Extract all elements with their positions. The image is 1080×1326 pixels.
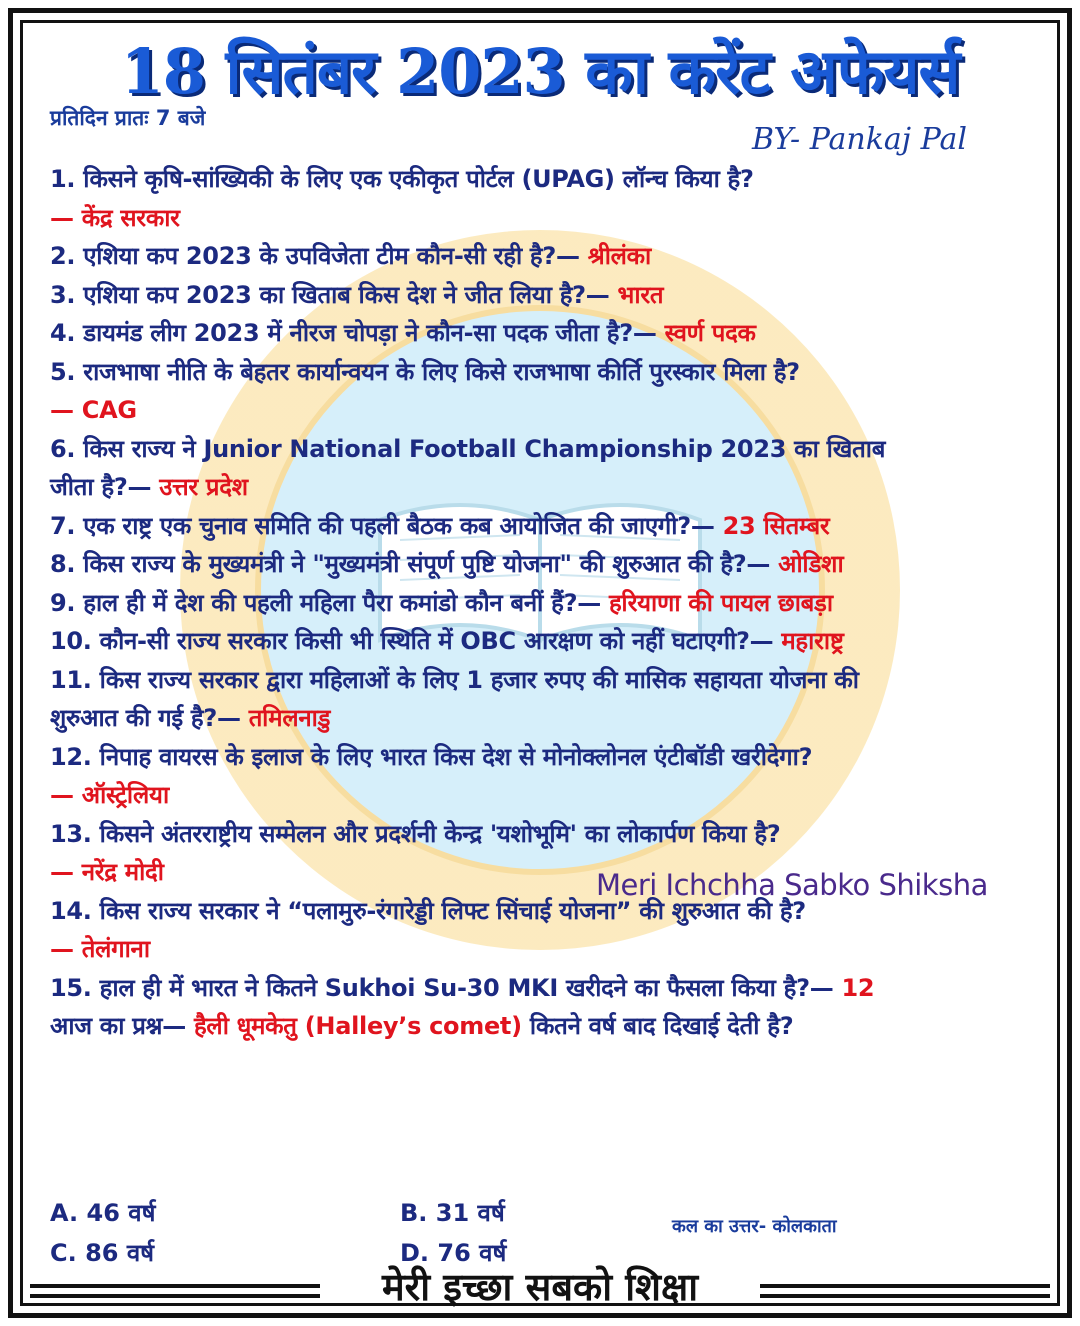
question-1: 1. किसने कृषि-सांख्यिकी के लिए एक एकीकृत पोर्टल (UPAG) लॉन्च किया है?: [50, 165, 754, 193]
question-15-text: 15. हाल ही में भारत ने कितने Sukhoi Su-30 MKI खरीदने का फैसला किया है?—: [50, 973, 834, 1002]
question-3-text: 3. एशिया कप 2023 का खिताब किस देश ने जीत लिया है?—: [50, 280, 610, 309]
answer-12: — ऑस्ट्रेलिया: [50, 781, 169, 809]
question-6: 6. किस राज्य ने Junior National Football Championship 2023 का खिताब: [50, 434, 886, 463]
question-12: 12. निपाह वायरस के इलाज के लिए भारत किस देश से मोनोक्लोनल एंटीबॉडी खरीदेगा?: [50, 742, 813, 771]
answer-14: — तेलंगाना: [50, 935, 150, 963]
question-2-text: 2. एशिया कप 2023 के उपविजेता टीम कौन-सी रही है?—: [50, 242, 580, 270]
answer-5: — CAG: [50, 396, 137, 424]
question-2: [50, 237, 1040, 276]
todays-question-label: आज का प्रश्न—: [50, 1012, 186, 1040]
question-4: [50, 314, 1040, 353]
question-15: [50, 969, 1040, 1008]
question-7: [50, 507, 1040, 546]
question-11: 11. किस राज्य सरकार द्वारा महिलाओं के लिए 1 हजार रुपए की मासिक सहायता योजना की: [50, 665, 859, 694]
question-10: [50, 622, 1040, 661]
answer-7: 23 सितम्बर: [714, 511, 830, 540]
question-6-text: जीता है?—: [50, 473, 152, 501]
question-6-cont: [50, 468, 1040, 507]
answer-9: हरियाणा की पायल छाबड़ा: [600, 588, 833, 617]
question-13: 13. किसने अंतरराष्ट्रीय सम्मेलन और प्रदर्शनी केन्द्र 'यशोभूमि' का लोकार्पण किया है?: [50, 819, 781, 848]
answer-2: श्रीलंका: [579, 242, 651, 270]
questions-list: [50, 160, 1040, 1046]
answer-1: — केंद्र सरकार: [50, 203, 180, 232]
answer-11: तमिलनाडु: [240, 704, 331, 732]
todays-question: [50, 1007, 1040, 1046]
option-c: C. 86 वर्ष: [50, 1239, 155, 1267]
question-3: [50, 276, 1040, 315]
answer-3: भारत: [609, 280, 664, 309]
yesterday-answer: कल का उत्तर- कोलकाता: [672, 1216, 837, 1237]
footer: [20, 1264, 1060, 1310]
question-9-text: 9. हाल ही में देश की पहली महिला पैरा कमांडो कौन बनीं हैं?—: [50, 588, 601, 617]
tagline: Meri Ichchha Sabko Shiksha: [596, 868, 988, 902]
question-11-text: शुरुआत की गई है?—: [50, 704, 241, 732]
answer-10: महाराष्ट्र: [773, 627, 844, 655]
option-d: D. 76 वर्ष: [400, 1239, 507, 1267]
todays-question-text: कितने वर्ष बाद दिखाई देती है?: [521, 1012, 794, 1040]
question-4-text: 4. डायमंड लीग 2023 में नीरज चोपड़ा ने कौन-सा पदक जीता है?—: [50, 319, 657, 347]
footer-text: मेरी इच्छा सबको शिक्षा: [381, 1264, 699, 1309]
question-9: [50, 584, 1040, 623]
question-10-text: 10. कौन-सी राज्य सरकार किसी भी स्थिति में OBC आरक्षण को नहीं घटाएगी?—: [50, 627, 774, 655]
author-byline: BY- Pankaj Pal: [752, 122, 967, 157]
question-8: [50, 545, 1040, 584]
answer-15: 12: [833, 973, 875, 1002]
question-8-text: 8. किस राज्य के मुख्यमंत्री ने "मुख्यमंत्री संपूर्ण पुष्टि योजना" की शुरुआत की है?—: [50, 550, 771, 578]
daily-time-label: प्रतिदिन प्रातः 7 बजे: [50, 106, 206, 130]
answer-13: — नरेंद्र मोदी: [50, 858, 164, 886]
answer-4: स्वर्ण पदक: [656, 319, 756, 347]
option-a: A. 46 वर्ष: [50, 1199, 156, 1227]
option-b: B. 31 वर्ष: [400, 1199, 505, 1227]
question-11-cont: [50, 699, 1040, 738]
answer-8: ओडिशा: [770, 550, 844, 578]
page-title: 18 सितंबर 2023 का करेंट अफेयर्स: [120, 35, 960, 108]
todays-question-subject: हैली धूमकेतु (Halley’s comet): [185, 1012, 522, 1040]
answer-6: उत्तर प्रदेश: [151, 473, 248, 501]
question-7-text: 7. एक राष्ट्र एक चुनाव समिति की पहली बैठक कब आयोजित की जाएगी?—: [50, 511, 715, 540]
question-5: 5. राजभाषा नीति के बेहतर कार्यान्वयन के लिए किसे राजभाषा कीर्ति पुरस्कार मिला है?: [50, 357, 800, 386]
question-14: 14. किस राज्य सरकार ने “पलामुरु-रंगारेड्डी लिफ्ट सिंचाई योजना” की शुरुआत की है?: [50, 896, 806, 925]
